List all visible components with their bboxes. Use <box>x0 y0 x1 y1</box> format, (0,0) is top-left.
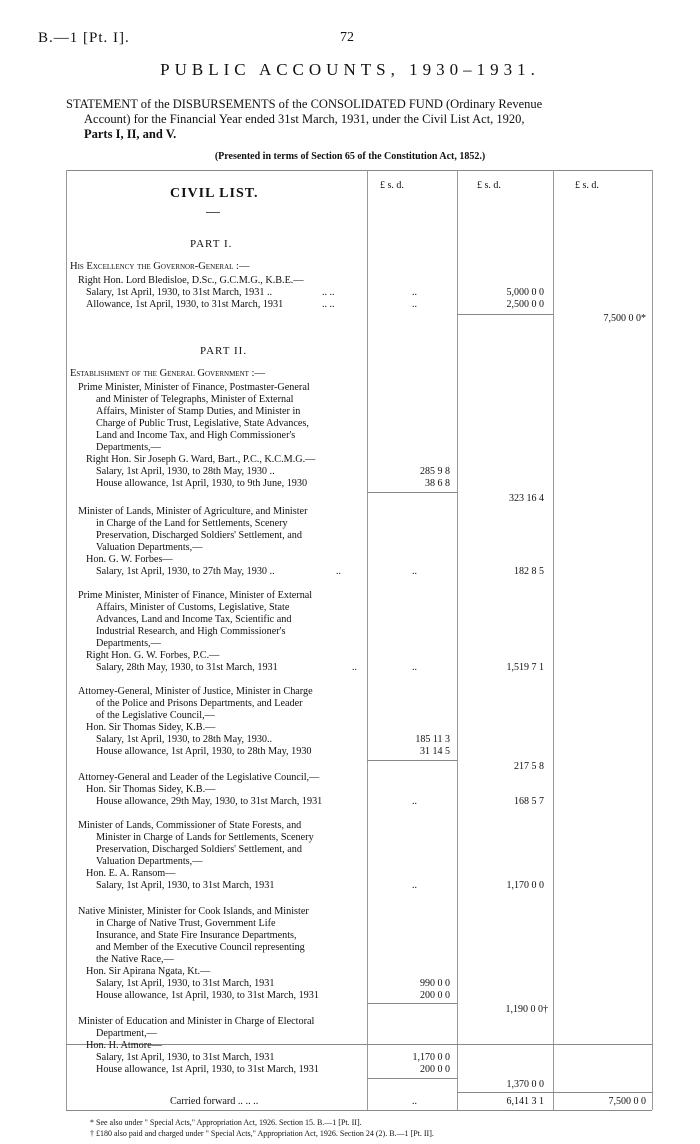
civil-list-title: CIVIL LIST. <box>170 186 259 201</box>
text-line: House allowance, 29th May, 1930, to 31st March, 1931 <box>96 796 323 807</box>
text-line: Salary, 1st April, 1930, to 31st March, 1931 <box>96 978 275 989</box>
col2-header: £ s. d. <box>477 180 501 191</box>
col1-rule <box>367 170 368 1110</box>
page-title: PUBLIC ACCOUNTS, 1930–1931. <box>160 60 540 79</box>
text-line: Hon. H. Atmore— <box>86 1040 162 1051</box>
text-line: Hon. Sir Thomas Sidey, K.B.— <box>86 784 216 795</box>
part-1-heading: His Excellency the Governor-General :— <box>70 261 250 272</box>
table-right-rule <box>652 170 653 1110</box>
text-line: House allowance, 1st April, 1930, to 31st March, 1931 <box>96 1064 319 1075</box>
text-line: Minister of Lands, Minister of Agriculture, and Minister <box>78 506 308 517</box>
ransom-salary-amount: 1,170 0 0 <box>506 880 544 891</box>
dots: .. <box>412 1096 417 1107</box>
dots: .. <box>412 287 417 298</box>
col2-rule <box>457 170 458 1110</box>
text-line: Prime Minister, Minister of Finance, Minister of External <box>78 590 313 601</box>
governor-allowance-amount: 2,500 0 0 <box>506 299 544 310</box>
ngata-house-amount: 200 0 0 <box>420 990 450 1001</box>
text-line: Salary, 1st April, 1930, to 28th May, 1930.. <box>96 734 273 745</box>
text-line: Hon. G. W. Forbes— <box>86 554 173 565</box>
col3-rule <box>553 170 554 1110</box>
ward-salary-amount: 285 9 8 <box>420 466 450 477</box>
text-line: in Charge of the Land for Settlements, Scenery <box>96 518 288 529</box>
governor-salary-label: Salary, 1st April, 1930, to 31st March, 1931 .. <box>86 287 273 298</box>
table-top-rule <box>66 170 652 171</box>
part-2-title: PART II. <box>200 345 248 357</box>
text-line: Land and Income Tax, and High Commissioner's <box>96 430 296 441</box>
text-line: Affairs, Minister of Customs, Legislative, State <box>96 602 290 613</box>
page-number: 72 <box>340 30 354 45</box>
dots: .. <box>412 796 417 807</box>
text-line: House allowance, 1st April, 1930, to 9th June, 1930 <box>96 478 308 489</box>
dots: .. .. <box>322 299 335 310</box>
text-line: Salary, 1st April, 1930, to 28th May, 1930 .. <box>96 466 275 477</box>
governor-salary-amount: 5,000 0 0 <box>506 287 544 298</box>
text-line: in Charge of Native Trust, Government Life <box>96 918 276 929</box>
sidey-house-amount: 31 14 5 <box>420 746 450 757</box>
ngata-salary-amount: 990 0 0 <box>420 978 450 989</box>
text-line: Charge of Public Trust, Legislative, State Advances, <box>96 418 309 429</box>
text-line: and Member of the Executive Council representing <box>96 942 305 953</box>
ward-total: 323 16 4 <box>509 493 544 504</box>
statement-line-3: Parts I, II, and V. <box>84 127 177 141</box>
text-line: Affairs, Minister of Stamp Duties, and Minister in <box>96 406 301 417</box>
text-line: Salary, 28th May, 1930, to 31st March, 1931 <box>96 662 278 673</box>
text-line: Salary, 1st April, 1930, to 27th May, 1930 .. <box>96 566 275 577</box>
dots: .. <box>412 299 417 310</box>
text-line: Department,— <box>96 1028 157 1039</box>
sidey-total: 217 5 8 <box>514 761 544 772</box>
col1-header: £ s. d. <box>380 180 404 191</box>
text-line: Attorney-General and Leader of the Legislative Council,— <box>78 772 320 783</box>
text-line: Hon. E. A. Ransom— <box>86 868 176 879</box>
carried-rule <box>457 1092 652 1093</box>
part-2-heading: Establishment of the General Government :— <box>70 368 265 379</box>
carried-forward-col3: 7,500 0 0 <box>608 1096 646 1107</box>
text-line: Right Hon. G. W. Forbes, P.C.— <box>86 650 220 661</box>
dots: .. <box>412 662 417 673</box>
col3-header: £ s. d. <box>575 180 599 191</box>
carried-forward-label: Carried forward .. .. .. <box>170 1096 259 1107</box>
subtotal-rule <box>367 1003 457 1004</box>
text-line: Preservation, Discharged Soldiers' Settlement, and <box>96 844 302 855</box>
text-line: Hon. Sir Apirana Ngata, Kt.— <box>86 966 211 977</box>
text-line: House allowance, 1st April, 1930, to 28th May, 1930 <box>96 746 312 757</box>
text-line: Hon. Sir Thomas Sidey, K.B.— <box>86 722 216 733</box>
presented-note: (Presented in terms of Section 65 of the Constitution Act, 1852.) <box>214 151 486 162</box>
text-line: of the Police and Prisons Departments, and Leader <box>96 698 303 709</box>
atmore-house-amount: 200 0 0 <box>420 1064 450 1075</box>
dots: .. .. <box>322 287 335 298</box>
subtotal-rule <box>367 760 457 761</box>
text-line: Minister in Charge of Lands for Settlements, Scenery <box>96 832 314 843</box>
subtotal-rule <box>457 314 553 315</box>
text-line: Right Hon. Sir Joseph G. Ward, Bart., P.C., K.C.M.G.— <box>86 454 316 465</box>
dots: .. <box>336 566 341 577</box>
statement-line-2: Account) for the Financial Year ended 31st March, 1931, under the Civil List Act, 1920, <box>84 112 525 126</box>
footnote-2: † £180 also paid and charged under " Special Acts," Appropriation Act, 1926. Section 24 (2). B.—1 [Pt. II]. <box>90 1129 434 1138</box>
text-line: Departments,— <box>96 638 161 649</box>
statement-line-1: STATEMENT of the DISBURSEMENTS of the CONSOLIDATED FUND (Ordinary Revenue <box>66 97 543 111</box>
ngata-total: 1,190 0 0† <box>505 1004 548 1015</box>
document-reference: B.—1 [Pt. I]. <box>38 30 130 46</box>
ward-house-amount: 38 6 8 <box>425 478 450 489</box>
text-line: House allowance, 1st April, 1930, to 31st March, 1931 <box>96 990 319 1001</box>
atmore-salary-amount: 1,170 0 0 <box>412 1052 450 1063</box>
text-line: Native Minister, Minister for Cook Islands, and Minister <box>78 906 309 917</box>
text-line: Industrial Research, and High Commissioner's <box>96 626 286 637</box>
part-1-total: 7,500 0 0* <box>603 313 646 324</box>
subtotal-rule <box>367 1078 457 1079</box>
text-line: Salary, 1st April, 1930, to 31st March, 1931 <box>96 880 275 891</box>
text-line: Attorney-General, Minister of Justice, Minister in Charge <box>78 686 313 697</box>
text-line: Prime Minister, Minister of Finance, Postmaster-General <box>78 382 310 393</box>
carried-forward-col2: 6,141 3 1 <box>506 1096 544 1107</box>
text-line: Departments,— <box>96 442 161 453</box>
governor-name: Right Hon. Lord Bledisloe, D.Sc., G.C.M.G., K.B.E.— <box>78 275 304 286</box>
dots: .. <box>412 566 417 577</box>
forbes-pm-salary-amount: 1,519 7 1 <box>506 662 544 673</box>
table-left-rule <box>66 170 67 1110</box>
text-line: and Minister of Telegraphs, Minister of External <box>96 394 294 405</box>
text-line: Minister of Education and Minister in Charge of Electoral <box>78 1016 315 1027</box>
text-line: Valuation Departments,— <box>96 856 203 867</box>
text-line: Advances, Land and Income Tax, Scientific and <box>96 614 292 625</box>
title-dash <box>206 212 220 213</box>
carried-bottom-rule <box>66 1110 652 1111</box>
text-line: of the Legislative Council,— <box>96 710 215 721</box>
text-line: Salary, 1st April, 1930, to 31st March, 1931 <box>96 1052 275 1063</box>
atmore-total: 1,370 0 0 <box>506 1079 544 1090</box>
statement-heading <box>66 97 646 142</box>
text-line: the Native Race,— <box>96 954 174 965</box>
forbes-salary-amount: 182 8 5 <box>514 566 544 577</box>
text-line: Minister of Lands, Commissioner of State Forests, and <box>78 820 302 831</box>
part-1-title: PART I. <box>190 238 233 250</box>
dots: .. <box>352 662 357 673</box>
text-line: Preservation, Discharged Soldiers' Settlement, and <box>96 530 302 541</box>
governor-allowance-label: Allowance, 1st April, 1930, to 31st March, 1931 <box>86 299 284 310</box>
text-line: Valuation Departments,— <box>96 542 203 553</box>
subtotal-rule <box>367 492 457 493</box>
footnote-1: * See also under " Special Acts," Appropriation Act, 1926. Section 15. B.—1 [Pt. II]. <box>90 1118 362 1127</box>
dots: .. <box>412 880 417 891</box>
sidey-salary-amount: 185 11 3 <box>415 734 450 745</box>
text-line: Insurance, and State Fire Insurance Departments, <box>96 930 297 941</box>
sidey-house2-amount: 168 5 7 <box>514 796 544 807</box>
